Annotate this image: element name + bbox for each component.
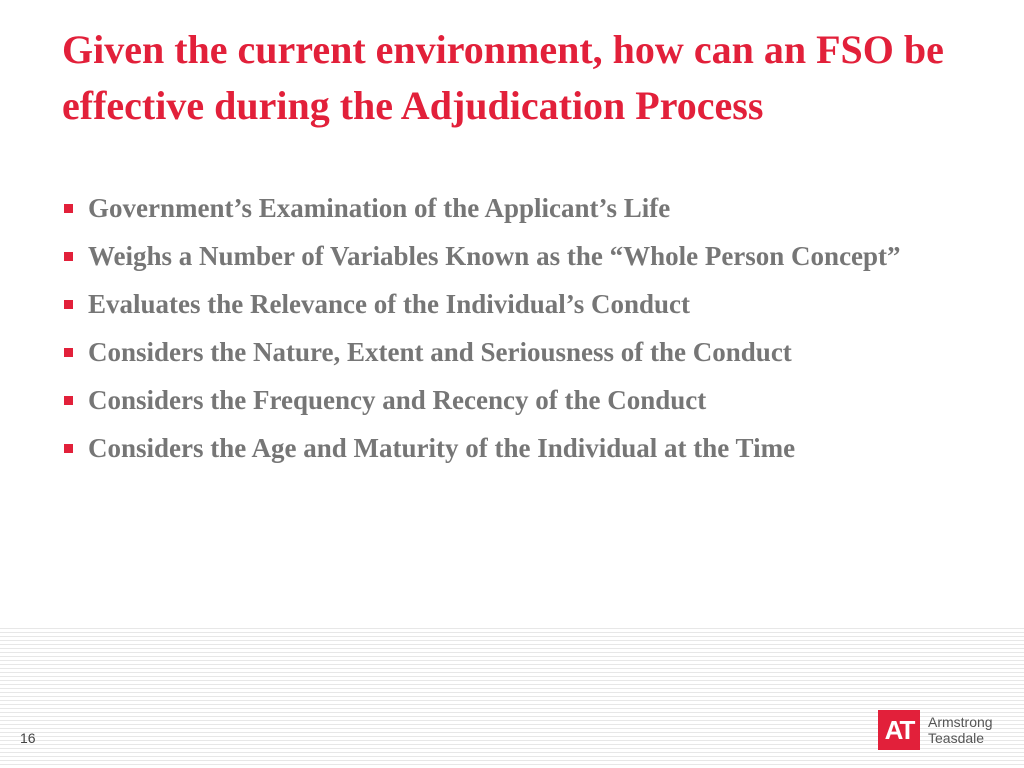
square-bullet-icon [64, 396, 73, 405]
square-bullet-icon [64, 348, 73, 357]
bullet-item [62, 188, 922, 229]
bullet-text: Considers the Frequency and Recency of the Conduct [88, 385, 707, 415]
logo-wordmark [928, 714, 993, 746]
bullet-item [62, 428, 922, 469]
bullet-text: Government’s Examination of the Applicant’s Life [88, 193, 671, 223]
bullet-text: Weighs a Number of Variables Known as the “Whole Person Concept” [88, 241, 901, 271]
square-bullet-icon [64, 204, 73, 213]
company-logo [878, 710, 993, 750]
bullet-text: Considers the Nature, Extent and Seriousness of the Conduct [88, 337, 792, 367]
page-number: 16 [20, 730, 36, 746]
logo-line-2: Teasdale [928, 730, 985, 746]
bullet-item [62, 380, 922, 421]
square-bullet-icon [64, 300, 73, 309]
logo-mark: AT [878, 710, 920, 750]
bullet-list [62, 188, 922, 476]
decorative-stripes [0, 628, 1024, 768]
bullet-text: Considers the Age and Maturity of the Individual at the Time [88, 433, 796, 463]
square-bullet-icon [64, 444, 73, 453]
bullet-item [62, 284, 922, 325]
slide-title: Given the current environment, how can an FSO be effective during the Adjudication Process [62, 27, 944, 128]
bullet-text: Evaluates the Relevance of the Individual’s Conduct [88, 289, 691, 319]
square-bullet-icon [64, 252, 73, 261]
bullet-item [62, 236, 922, 277]
logo-line-1: Armstrong [928, 714, 993, 730]
bullet-item [62, 332, 922, 373]
